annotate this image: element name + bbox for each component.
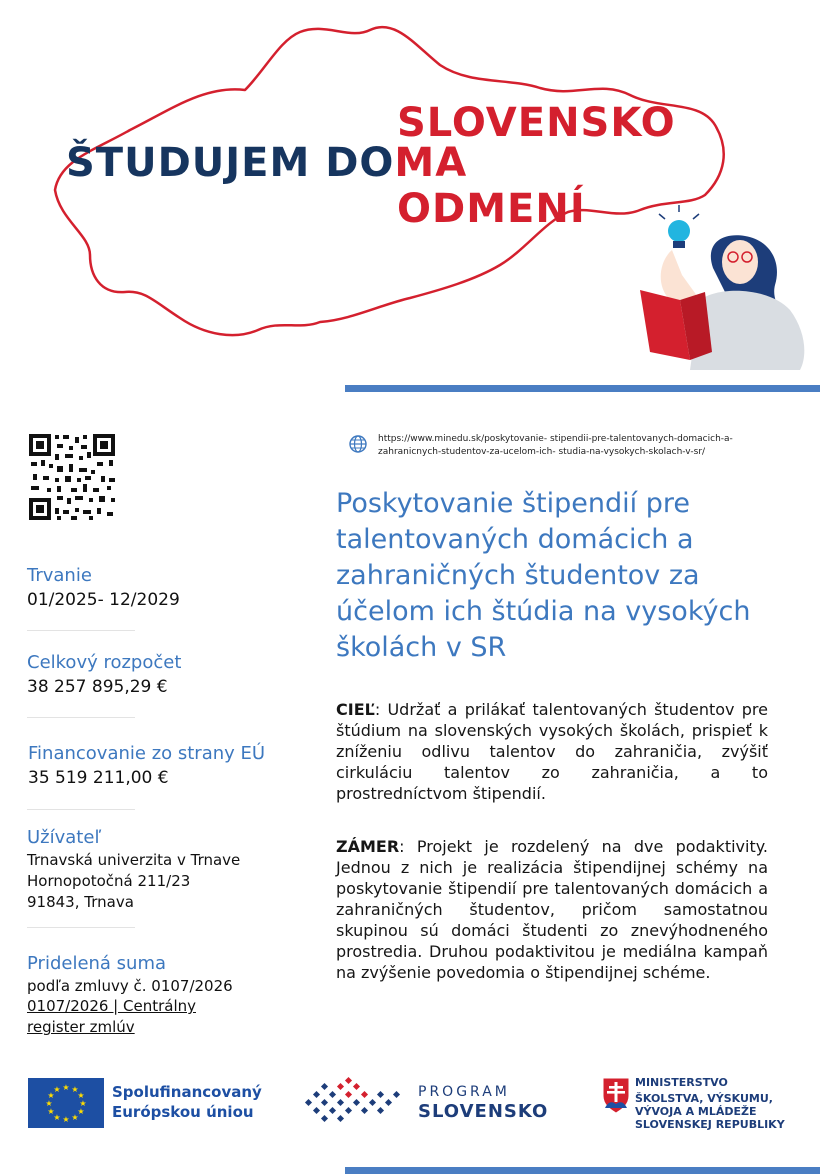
svg-text:★: ★: [62, 1083, 70, 1092]
project-heading: Poskytovanie štipendií pre talentovaných domácich a zahraničných študentov za účelom ich štúdia na vysokých školách v SR: [336, 488, 751, 663]
amount-contract-line: podľa zmluvy č. 0107/2026: [27, 977, 233, 995]
eu-line-1: Spolufinancovaný: [112, 1083, 262, 1101]
title-odmeni: ODMENÍ: [397, 186, 586, 232]
amount-label: Pridelená suma: [27, 953, 167, 974]
duration-label: Trvanie: [27, 565, 92, 586]
header-banner: [0, 0, 820, 388]
ministry-line-4: SLOVENSKEJ REPUBLIKY: [635, 1118, 785, 1131]
eu-cofunded-text: [112, 1082, 262, 1122]
svg-text:★: ★: [71, 1085, 79, 1094]
user-line-2: Hornopotočná 211/23: [27, 872, 191, 890]
user-line-1: Trnavská univerzita v Trnave: [27, 851, 241, 869]
ministry-line-2: ŠKOLSTVA, VÝSKUMU,: [635, 1092, 773, 1105]
user-label: Užívateľ: [27, 827, 102, 848]
title-studujem: ŠTUDUJEM DO: [66, 140, 395, 186]
program-slovensko-logo-icon: [302, 1076, 410, 1136]
goal-text: : Udržať a prilákať talentovaných študentov pre štúdium na slovenských vysokých školách, prispieť k zníženiu odlivu talentov do zahraničia, zvýšiť cirkuláciu talentov zo zahraničia, a to prostredníctvom štipendií.: [336, 700, 768, 803]
program-line-1: PROGRAM: [418, 1084, 510, 1100]
budget-label: Celkový rozpočet: [27, 652, 182, 673]
svg-text:★: ★: [62, 1115, 70, 1124]
eu-line-2: Európskou úniou: [112, 1103, 254, 1121]
program-slovensko-text: [418, 1083, 548, 1123]
svg-text:★: ★: [53, 1113, 61, 1122]
divider: [27, 809, 135, 810]
user-line-3: 91843, Trnava: [27, 893, 134, 911]
svg-text:★: ★: [47, 1107, 55, 1116]
title-slovensko: SLOVENSKO: [397, 100, 676, 146]
bottom-divider-bar: [345, 1167, 820, 1174]
contract-register-link[interactable]: [27, 996, 196, 1038]
eu-flag-icon: [28, 1078, 104, 1128]
divider: [27, 630, 135, 631]
program-line-2: SLOVENSKO: [418, 1101, 549, 1122]
url-line-2[interactable]: zahranicnych-studentov-za-ucelom-ich- studia-na-vysokych-skolach-v-sr/: [378, 447, 706, 457]
top-divider-bar: [345, 385, 820, 392]
ministry-line-1: MINISTERSTVO: [635, 1076, 728, 1089]
goal-label: CIEĽ: [336, 700, 375, 719]
ministry-line-3: VÝVOJA A MLÁDEŽE: [635, 1105, 757, 1118]
slovak-coat-of-arms-icon: [601, 1076, 631, 1118]
url-line-1[interactable]: https://www.minedu.sk/poskytovanie- stipendii-pre-talentovanych-domacich-a-: [378, 434, 733, 444]
eu-funding-value: 35 519 211,00 €: [28, 768, 169, 788]
ministry-text: [635, 1076, 785, 1131]
svg-text:★: ★: [77, 1107, 85, 1116]
divider: [27, 717, 135, 718]
duration-value: 01/2025- 12/2029: [27, 590, 180, 610]
goal-paragraph: [336, 699, 768, 804]
woman-reading-illustration: [640, 205, 804, 370]
svg-text:★: ★: [71, 1113, 79, 1122]
globe-icon: [348, 434, 368, 458]
svg-text:★: ★: [53, 1085, 61, 1094]
title-ma: MA: [394, 140, 468, 186]
svg-text:★: ★: [77, 1091, 85, 1100]
contract-link-line-1[interactable]: 0107/2026 | Centrálny: [27, 997, 196, 1015]
title-studujem-doma: [66, 140, 467, 186]
eu-funding-label: Financovanie zo strany EÚ: [28, 743, 266, 764]
qr-code-icon[interactable]: [27, 432, 117, 522]
budget-value: 38 257 895,29 €: [27, 677, 168, 697]
svg-text:★: ★: [47, 1091, 55, 1100]
contract-link-line-2[interactable]: register zmlúv: [27, 1018, 135, 1036]
divider: [27, 927, 135, 928]
svg-text:★: ★: [45, 1099, 53, 1108]
intent-label: ZÁMER: [336, 837, 400, 856]
svg-text:★: ★: [79, 1099, 87, 1108]
project-url-link[interactable]: [378, 433, 798, 459]
intent-paragraph: [336, 836, 768, 983]
intent-text: : Projekt je rozdelený na dve podaktivity. Jednou z nich je realizácia štipendijnej schémy na poskytovanie štipendií pre talentovaných domácich a zahraničných študentov, pričom samostatnou skupinou sú domáci študenti zo znevýhodneného prostredia. Druhou podaktivitou je mediálna kampaň na zvýšenie povedomia o štipendijnej schéme.: [336, 837, 768, 982]
